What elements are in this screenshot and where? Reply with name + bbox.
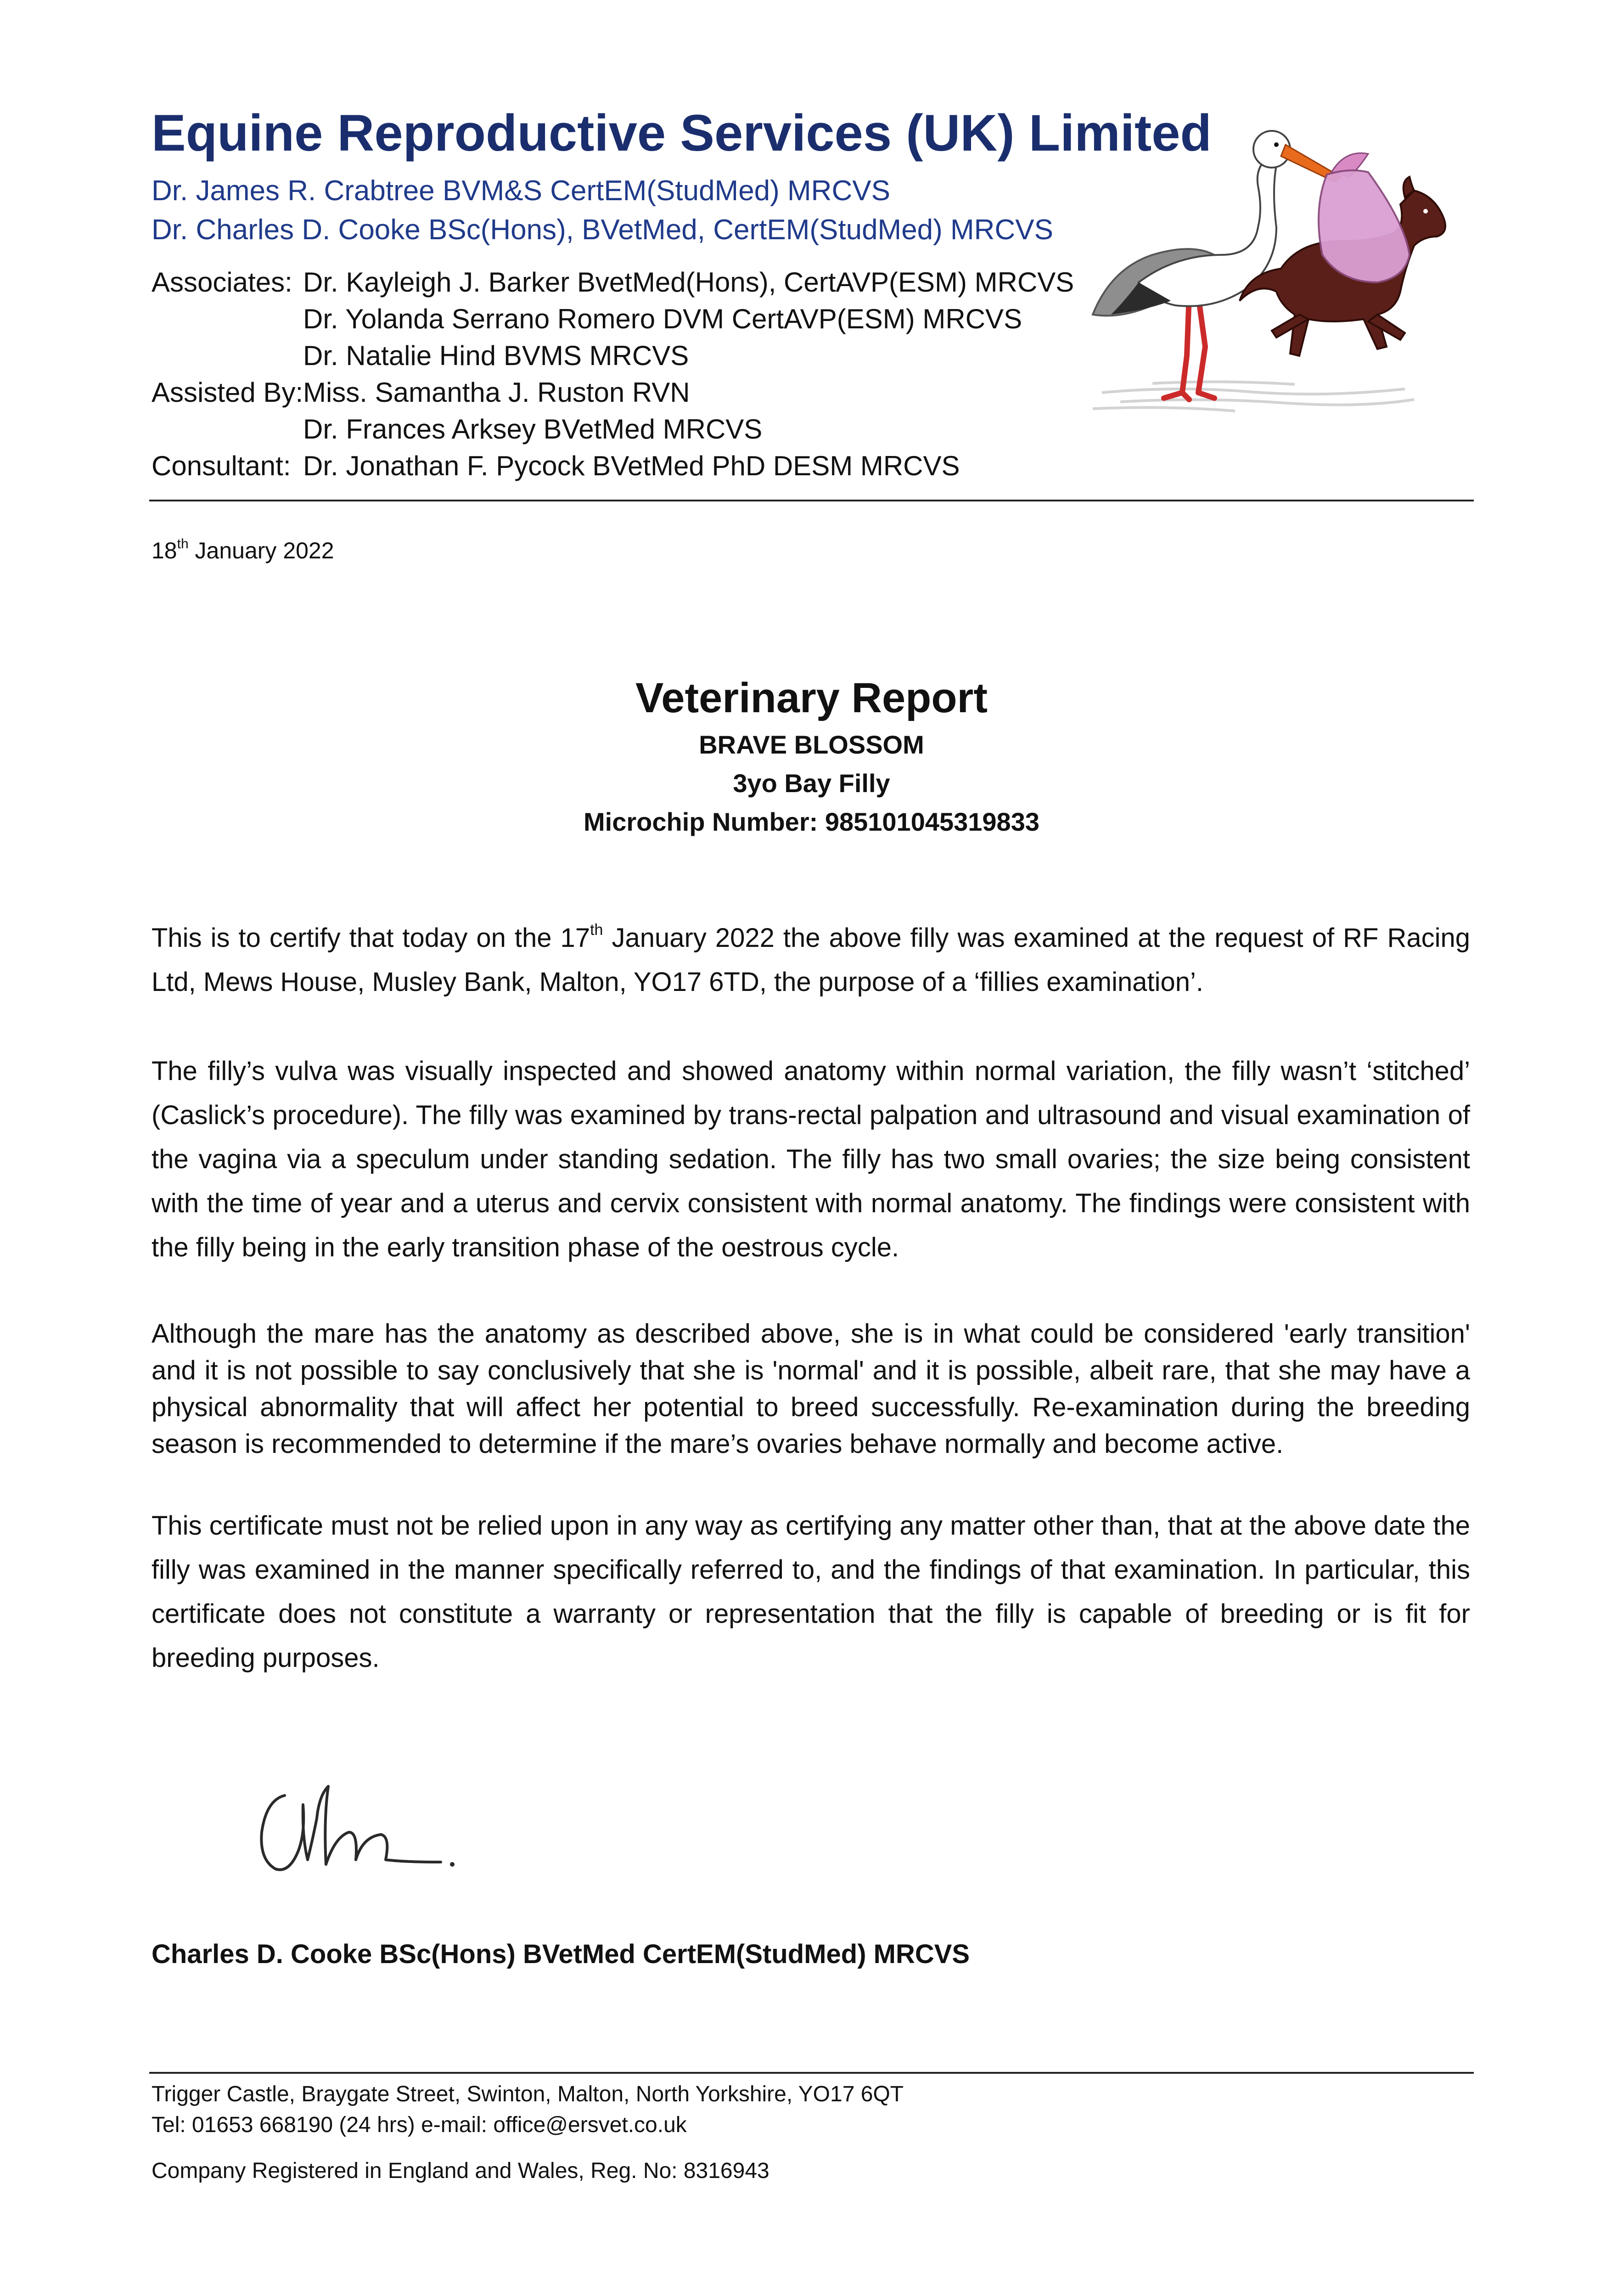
staff-name: Dr. Kayleigh J. Barker BvetMed(Hons), CertAVP(ESM) MRCVS (303, 267, 1074, 298)
partner-2: Dr. Charles D. Cooke BSc(Hons), BVetMed, CertEM(StudMed) MRCVS (152, 214, 1053, 246)
ground-shadow (1093, 382, 1414, 411)
staff-role: Assisted By: (152, 377, 303, 408)
paragraph-findings: The filly’s vulva was visually inspected and showed anatomy within normal variation, the filly wasn’t ‘stitched’ (Caslick’s procedure). The filly was examined by trans-rectal palpation and ultrasound and visual examination of the vagina via a speculum under standing sedation. The filly has two small ovaries; the size being consistent with the time of year and a uterus and cervix consistent with normal anatomy. The findings were consistent with the filly being in the early transition phase of the oestrous cycle. (152, 1056, 1470, 1262)
footer-divider (149, 2072, 1474, 2074)
staff-row (152, 338, 1074, 374)
paragraph-certification: This is to certify that today on the 17th January 2022 the above filly was examined at the request of RF Racing Ltd, Mews House, Musley Bank, Malton, YO17 6TD, the purpose of a ‘fillies examination’. (152, 921, 1470, 997)
staff-row (152, 411, 1074, 448)
company-name: Equine Reproductive Services (UK) Limited (152, 104, 1212, 162)
horse-name: BRAVE BLOSSOM (699, 730, 924, 759)
stork-legs (1164, 296, 1214, 400)
staff-list (152, 264, 1074, 484)
staff-name: Dr. Yolanda Serrano Romero DVM CertAVP(ESM) MRCVS (303, 304, 1022, 334)
staff-role (152, 338, 303, 374)
header-divider (149, 500, 1474, 501)
report-title: Veterinary Report (635, 675, 988, 721)
microchip-number: Microchip Number: 985101045319833 (584, 807, 1039, 836)
paragraph-transition: Although the mare has the anatomy as described above, she is in what could be considered 'early transition' and it is not possible to say conclusively that she is 'normal' and it is possible, albeit rare, that she may have a physical abnormality that will affect her potential to breed successfully. Re-examination during the breeding season is recommended to determine if the mare’s ovaries behave normally and become active. (152, 1319, 1470, 1459)
staff-row (152, 264, 1074, 301)
staff-role (152, 411, 303, 448)
bundle-sling (1319, 170, 1410, 282)
staff-name: Dr. Frances Arksey BVetMed MRCVS (303, 414, 763, 445)
staff-role: Consultant: (152, 450, 291, 481)
handwritten-signature (248, 1768, 487, 1887)
paragraph-disclaimer: This certificate must not be relied upon in any way as certifying any matter other than, that at the above date the filly was examined in the manner specifically referred to, and the findings of that examination. In particular, this certificate does not constitute a warranty or representation that the filly is capable of breeding or is fit for breeding purposes. (152, 1511, 1470, 1673)
staff-name: Dr. Jonathan F. Pycock BVetMed PhD DESM MRCVS (303, 450, 960, 481)
staff-name: Dr. Natalie Hind BVMS MRCVS (303, 340, 689, 371)
footer-contact: Tel: 01653 668190 (24 hrs) e-mail: office@ersvet.co.uk (152, 2113, 687, 2137)
staff-row (152, 448, 1074, 484)
stork-foal-logo (1084, 117, 1474, 434)
foal-eye (1423, 209, 1428, 214)
stork-eye (1274, 142, 1279, 147)
staff-role: Associates: (152, 267, 292, 298)
footer-address: Trigger Castle, Braygate Street, Swinton, Malton, North Yorkshire, YO17 6QT (152, 2082, 904, 2106)
staff-role (152, 301, 303, 338)
staff-row (152, 374, 1074, 411)
report-heading (0, 670, 1623, 841)
signer-name: Charles D. Cooke BSc(Hons) BVetMed CertEM(StudMed) MRCVS (152, 1939, 970, 1969)
staff-name: Miss. Samantha J. Ruston RVN (303, 377, 690, 408)
horse-description: 3yo Bay Filly (733, 769, 890, 798)
partner-1: Dr. James R. Crabtree BVM&S CertEM(StudMed) MRCVS (152, 175, 890, 207)
staff-row (152, 301, 1074, 338)
footer-registration: Company Registered in England and Wales, Reg. No: 8316943 (152, 2159, 769, 2183)
letter-date: 18th January 2022 (152, 536, 334, 563)
